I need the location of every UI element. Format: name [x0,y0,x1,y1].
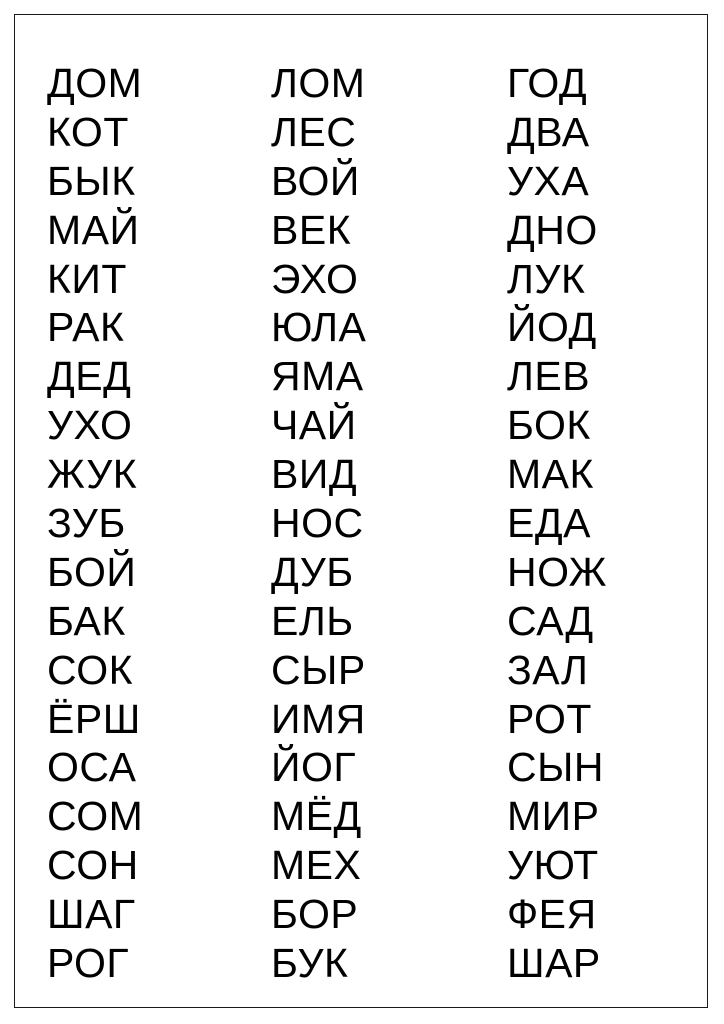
word-item: САД [507,597,594,644]
word-item: УЮТ [507,842,599,889]
word-item: ВОЙ [271,157,360,204]
word-item: ДНО [507,206,598,253]
word-item: РАК [47,304,125,351]
word-item: РОГ [47,940,130,987]
word-item: СОМ [47,793,144,840]
word-item: ФЕЯ [507,891,597,938]
word-item: ЭХО [271,255,359,302]
word-item: ЮЛА [271,304,367,351]
word-item: ЛУК [507,255,586,302]
word-item: ШАГ [47,891,136,938]
word-item: КИТ [47,255,127,302]
word-item: МЕХ [271,842,362,889]
word-item: ЛЕВ [507,353,591,400]
word-item: БОР [271,891,359,938]
word-item: ЗАЛ [507,646,589,693]
word-item: ЛЕС [271,108,357,155]
word-item: ДОМ [47,60,143,106]
word-item: ЕДА [507,500,591,547]
word-item: ГОД [507,60,588,106]
word-item: РОТ [507,695,592,742]
word-item: ШАР [507,940,601,987]
word-item: СЫР [271,646,366,693]
word-item: ВИД [271,451,358,498]
word-item: ЙОГ [271,744,357,791]
word-item: ЯМА [271,353,364,400]
word-item: УХА [507,157,590,204]
word-item: ОСА [47,744,137,791]
word-item: ЛОМ [271,60,366,106]
word-item: ИМЯ [271,695,366,742]
word-item: НОС [271,500,364,547]
word-item: КОТ [47,108,129,155]
word-item: МЁД [271,793,362,840]
word-item: СОН [47,842,139,889]
word-item: МАЙ [47,206,140,253]
word-item: ЕЛЬ [271,597,354,644]
word-item: СОК [47,646,133,693]
word-item: МАК [507,451,594,498]
word-item: МИР [507,793,600,840]
word-item: БОК [507,402,591,449]
word-item: СЫН [507,744,605,791]
word-item: НОЖ [507,548,607,595]
word-item: ДВА [507,108,590,155]
word-column-2 [271,59,366,988]
word-column-3 [507,59,607,988]
word-column-1 [47,59,143,988]
word-item: БЫК [47,157,136,204]
word-item: ЧАЙ [271,402,357,449]
word-item: ДУБ [271,548,354,595]
word-item: УХО [47,402,133,449]
word-item: ЗУБ [47,500,126,547]
word-item: ДЕД [47,353,132,400]
word-item: БОЙ [47,548,137,595]
word-item: ЁРШ [47,695,141,742]
word-item: ЙОД [507,304,597,351]
word-item: БУК [271,940,349,987]
word-sheet [14,14,708,1008]
word-item: ЖУК [47,451,138,498]
word-item: БАК [47,597,126,644]
word-item: ВЕК [271,206,352,253]
